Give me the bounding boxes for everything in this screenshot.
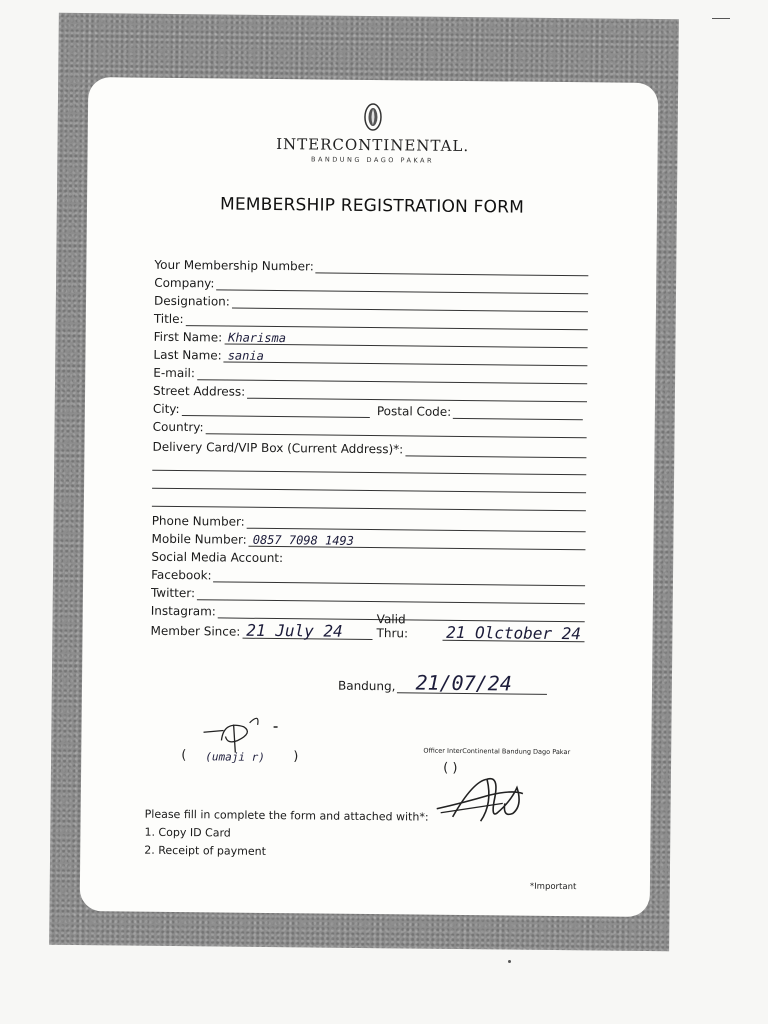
hotel-logo — [88, 99, 659, 167]
form-title: MEMBERSHIP REGISTRATION FORM — [219, 194, 525, 218]
valid-thru-value: 21 Olctober 24 — [446, 622, 582, 644]
member-since-value: 21 July 24 — [246, 620, 343, 641]
field-label: Phone Number: — [151, 513, 245, 529]
field-label: Valid Thru: — [376, 612, 409, 641]
field-label: Your Membership Number: — [154, 257, 314, 274]
field-label: Street Address: — [153, 383, 246, 399]
field-label: Country: — [152, 419, 204, 435]
place-date-field[interactable] — [337, 670, 548, 696]
intercontinental-emblem-icon — [363, 102, 383, 132]
member-paren-open: ( — [181, 748, 187, 764]
field-label: First Name: — [153, 329, 223, 345]
scan-mark — [508, 960, 511, 963]
member-name-handwritten: (umaji r) — [205, 750, 265, 764]
delivery-address-line-2[interactable] — [152, 470, 586, 476]
field-label: Title: — [153, 311, 184, 327]
officer-signature-icon — [433, 773, 544, 828]
field-label: Twitter: — [150, 585, 196, 601]
officer-label: Officer InterContinental Bandung Dago Pakar — [423, 746, 571, 757]
delivery-address-line-3[interactable] — [152, 488, 586, 494]
field-label: Company: — [154, 275, 215, 291]
membership-dates-row — [150, 612, 585, 644]
registration-form-card — [80, 77, 659, 917]
brand-name: INTERCONTINENTAL. — [276, 135, 470, 156]
last-name-value: sania — [227, 348, 264, 363]
field-label: Last Name: — [153, 347, 222, 363]
member-since-field[interactable] — [150, 620, 373, 641]
officer-signature-parens: ( ) — [443, 760, 458, 776]
field-label: Facebook: — [151, 567, 212, 583]
field-label: Mobile Number: — [151, 531, 247, 547]
instructions-text: Please fill in complete the form and attached with*: — [144, 807, 429, 824]
scan-mark — [712, 18, 730, 19]
country-field[interactable] — [153, 416, 587, 439]
field-label: City: — [152, 401, 180, 417]
important-footnote: *Important — [529, 881, 577, 893]
place-date-value: 21/07/24 — [415, 670, 512, 696]
field-label: Delivery Card/VIP Box (Current Address)*: — [152, 439, 404, 457]
first-name-value: Kharisma — [228, 330, 287, 346]
valid-thru-field[interactable] — [377, 612, 585, 642]
brand-location: BANDUNG DAGO PAKAR — [310, 155, 435, 165]
field-label: Designation: — [153, 293, 230, 309]
field-label: Member Since: — [150, 623, 241, 639]
field-label: E-mail: — [153, 365, 196, 381]
mobile-number-value: 0857 7098 1493 — [252, 532, 354, 548]
requirement-item: 2. Receipt of payment — [144, 843, 267, 858]
requirement-item: 1. Copy ID Card — [144, 825, 231, 840]
field-label: Instagram: — [150, 603, 216, 619]
member-paren-close: ) — [293, 749, 299, 765]
delivery-address-field[interactable] — [152, 436, 586, 459]
field-label: Social Media Account: — [151, 549, 284, 566]
field-label: Postal Code: — [376, 404, 452, 419]
social-media-heading — [151, 546, 283, 565]
place-label: Bandung, — [337, 678, 396, 694]
